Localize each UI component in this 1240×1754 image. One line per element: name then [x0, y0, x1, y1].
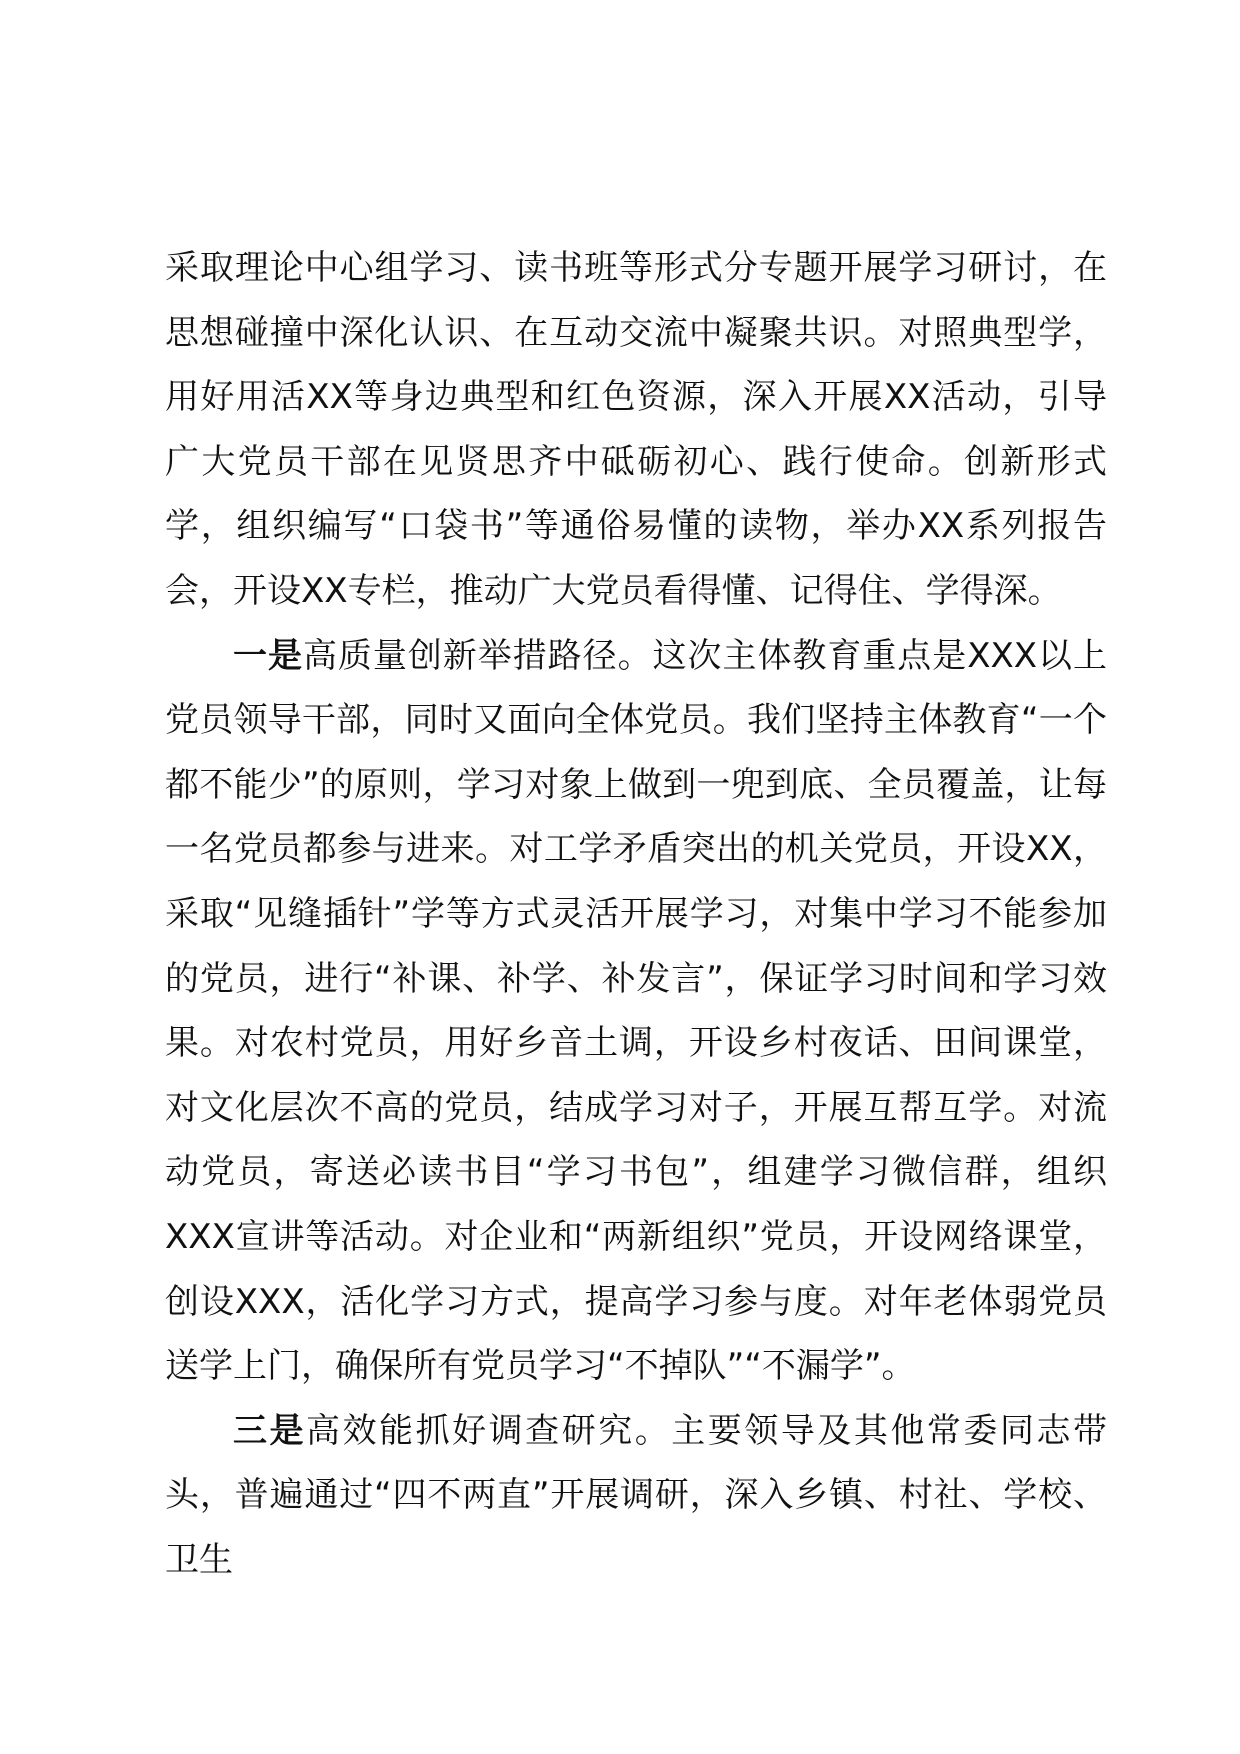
- paragraph-continuation: [165, 236, 1107, 624]
- paragraph-text: 高质量创新举措路径。这次主体教育重点是XXX以上党员领导干部，同时又面向全体党员。我们坚持主体教育“一个都不能少”的原则，学习对象上做到一兜到底、全员覆盖，让每一名党员都参与进来。对工学矛盾突出的机关党员，开设XX，采取“见缝插针”学等方式灵活开展学习，对集中学习不能参加的党员，进行“补课、补学、补发言”，保证学习时间和学习效果。对农村党员，用好乡音土调，开设乡村夜话、田间课堂，对文化层次不高的党员，结成学习对子，开展互帮互学。对流动党员，寄送必读书目“学习书包”，组建学习微信群，组织XXX宣讲等活动。对企业和“两新组织”党员，开设网络课堂，创设XXX，活化学习方式，提高学习参与度。对年老体弱党员送学上门，确保所有党员学习“不掉队”“不漏学”。: [165, 635, 1108, 1387]
- paragraph-lead: 三是: [233, 1410, 307, 1451]
- paragraph-text: 高效能抓好调查研究。主要领导及其他常委同志带头，普遍通过“四不两直”开展调研，深入乡镇、村社、学校、卫生: [165, 1410, 1108, 1580]
- paragraph-point-one: [165, 624, 1107, 1399]
- paragraph-point-three: [165, 1399, 1107, 1593]
- document-body: [165, 236, 1107, 1592]
- paragraph-text: 采取理论中心组学习、读书班等形式分专题开展学习研讨，在思想碰撞中深化认识、在互动交流中凝聚共识。对照典型学，用好用活XX等身边典型和红色资源，深入开展XX活动，引导广大党员干部在见贤思齐中砥砺初心、践行使命。创新形式学，组织编写“口袋书”等通俗易懂的读物，举办XX系列报告会，开设XX专栏，推动广大党员看得懂、记得住、学得深。: [165, 248, 1107, 611]
- paragraph-lead: 一是: [233, 635, 303, 676]
